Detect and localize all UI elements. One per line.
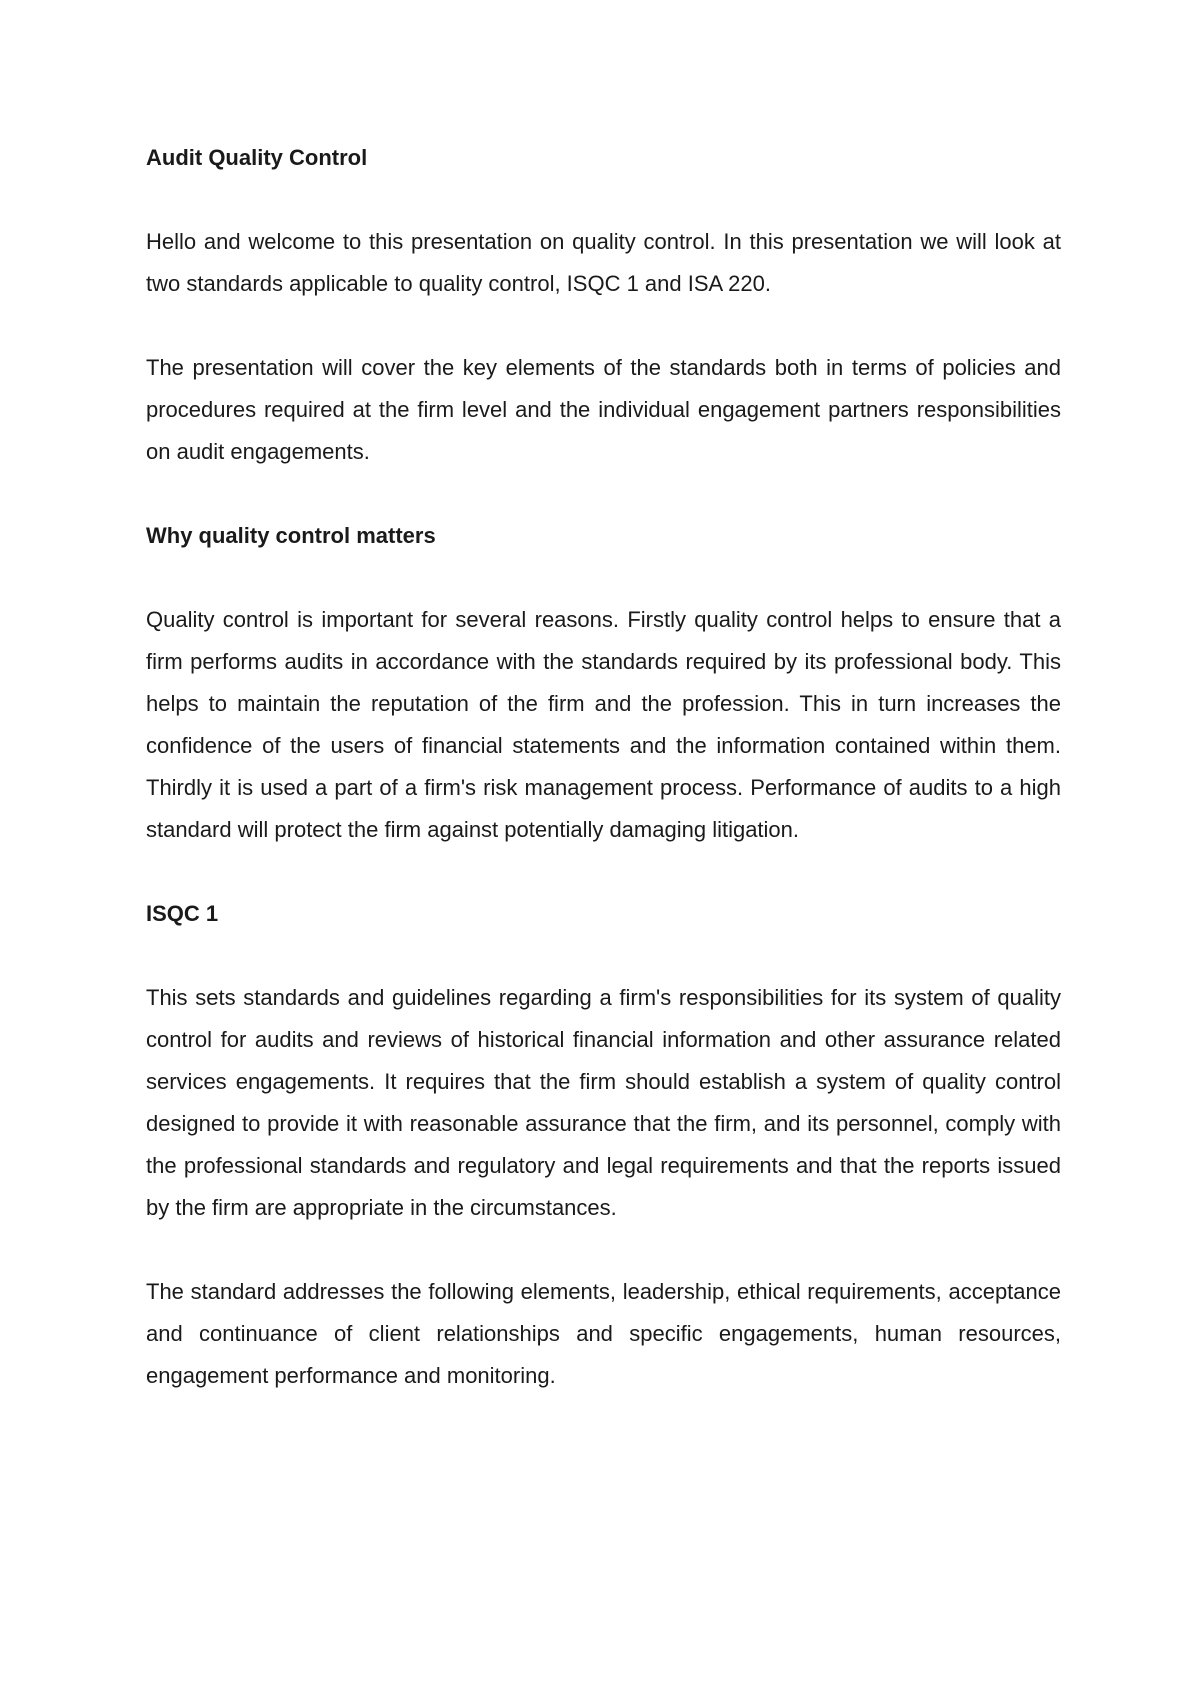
section-heading-isqc1: ISQC 1 bbox=[146, 901, 219, 926]
section2-paragraph-2: The standard addresses the following elements, leadership, ethical requirements, acceptance and continuance of client relationships and specific engagements, human resources, engagement performance and monitoring. bbox=[146, 1279, 1061, 1388]
document-page bbox=[146, 137, 1061, 1397]
spacer bbox=[146, 851, 1061, 893]
spacer bbox=[146, 179, 1061, 221]
spacer bbox=[146, 557, 1061, 599]
spacer bbox=[146, 305, 1061, 347]
section1-paragraph-1: Quality control is important for several reasons. Firstly quality control helps to ensure that a firm performs audits in accordance with the standards required by its professional body. This helps to maintain the reputation of the firm and the profession. This in turn increases the confidence of the users of financial statements and the information contained within them. Thirdly it is used a part of a firm's risk management process. Performance of audits to a high standard will protect the firm against potentially damaging litigation. bbox=[146, 607, 1061, 842]
spacer bbox=[146, 473, 1061, 515]
intro-paragraph-2: The presentation will cover the key elements of the standards both in terms of policies and procedures required at the firm level and the individual engagement partners responsibilities on audit engagements. bbox=[146, 355, 1061, 464]
document-title: Audit Quality Control bbox=[146, 145, 368, 170]
section-heading-why-quality-control: Why quality control matters bbox=[146, 523, 436, 548]
spacer bbox=[146, 935, 1061, 977]
section2-paragraph-1: This sets standards and guidelines regarding a firm's responsibilities for its system of quality control for audits and reviews of historical financial information and other assurance related services engagements. It requires that the firm should establish a system of quality control designed to provide it with reasonable assurance that the firm, and its personnel, comply with the professional standards and regulatory and legal requirements and that the reports issued by the firm are appropriate in the circumstances. bbox=[146, 985, 1061, 1220]
spacer bbox=[146, 1229, 1061, 1271]
intro-paragraph-1: Hello and welcome to this presentation on quality control. In this presentation we will look at two standards applicable to quality control, ISQC 1 and ISA 220. bbox=[146, 229, 1061, 296]
